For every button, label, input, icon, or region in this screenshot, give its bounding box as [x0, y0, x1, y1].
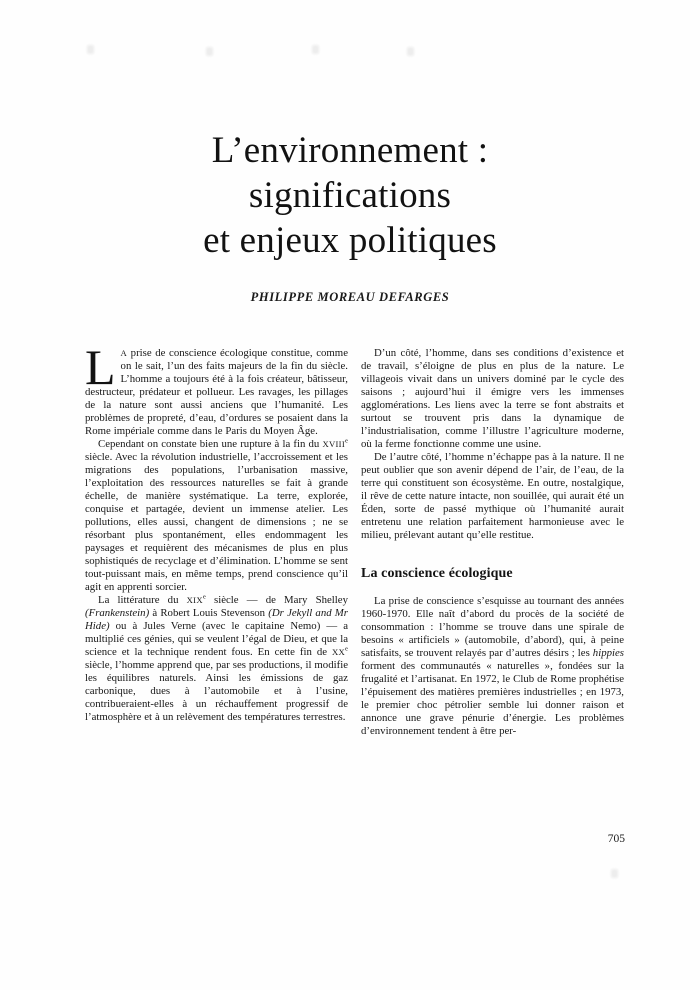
paragraph: D’un côté, l’homme, dans ses conditions d’existence et de travail, s’éloigne de plus en plus de la nature. Le villageois vivait dans un univers dominé par le cycle des saisons ; aujourd’hui il émigre vers les immenses agglomérations. Les liens avec la terre se font abstraits et surtout se trouvent pris dans la dynamique de l’industrialisation, comme l’illustre l’agriculture moderne, où la ferme fonctionne comme une usine.	[361, 347, 624, 450]
author-byline: PHILIPPE MOREAU DEFARGES	[250, 290, 450, 304]
title-block	[0, 128, 700, 305]
paragraph: La prise de conscience s’esquisse au tournant des années 1960-1970. Elle naît d’abord du procès de la société de consommation : l’homme se trouve dans une spirale de besoins « artificiels » (automobile, d’abord), qui, à peine satisfaits, se trouvent relayés par d’autres désirs ; les hippies forment des communautés « naturelles », fondées sur la frugalité et l’artisanat. En 1972, le Club de Rome prophétise l’épuisement des matières premières industrielles ; en 1973, le premier choc pétrolier semble lui donner raison et annonce une grave pénurie d’énergie. Les problèmes d’environnement tendent à être per-	[361, 595, 624, 737]
scan-artifact	[407, 47, 414, 56]
scan-artifact	[611, 869, 618, 878]
left-column	[85, 339, 348, 738]
article-body	[85, 339, 625, 738]
paragraph: La littérature du XIXe siècle — de Mary Shelley (Frankenstein) à Robert Louis Stevenson (Dr Jekyll and Mr Hide) ou à Jules Verne (avec le capitaine Nemo) — a multiplié ces génies, qui se veulent l’égal de Dieu, et que la science et la technique rendent fous. En cette fin de XXe siècle, l’homme apprend que, par ses productions, il modifie les équilibres naturels. Ainsi les émissions de gaz carbonique, dues à l’automobile et à l’usine, contribueraient-elles à un réchauffement progressif de l’atmosphère et à un relèvement des températures terrestres.	[85, 593, 348, 723]
section-heading: La conscience écologique	[361, 566, 513, 581]
title-line: significations	[248, 175, 452, 216]
scan-artifact	[206, 47, 213, 56]
paragraph: Cependant on constate bien une rupture à la fin du XVIIIe siècle. Avec la révolution industrielle, l’accroissement et les migrations des populations, l’urbanisation massive, l’exploitation des ressources naturelles se fait à grande échelle, de manière systématique. La terre, explorée, conquise et partagée, devient un immense atelier. Les pollutions, elles aussi, changent de dimensions ; ne se résorbant plus spontanément, elles endommagent les paysages et requièrent des mécanismes de plus en plus sophistiqués de recyclage et d’élimination. L’homme se sent tout-puissant mais, en même temps, prend conscience qu’il agit en apprenti sorcier.	[85, 437, 348, 593]
page-number: 705	[607, 833, 625, 845]
paragraph-text: A prise de conscience écologique constitue, comme on le sait, l’un des faits majeurs de la fin du siècle. L’homme a toujours été à la fois créateur, bâtisseur, destructeur, prédateur et pollueur. Les ravages, les pillages de la nature sont aussi anciens que l’humanité. Les problèmes de propreté, d’eau, d’ordures se posaient dans la Rome impériale comme dans le Paris du Moyen Âge.	[85, 347, 348, 437]
paragraph: De l’autre côté, l’homme n’échappe pas à la nature. Il ne peut oublier que son avenir dépend de l’air, de l’eau, de la terre qui constituent son écosystème. En outre, nostalgique, il rêve de cette nature intacte, non souillée, qui aurait été un Éden, sorte de passé mythique où l’humanité aurait entretenu une relation parfaitement harmonieuse avec le milieu, prélevant autant qu’elle restitue.	[361, 451, 624, 541]
article-title	[0, 128, 700, 263]
title-line: et enjeux politiques	[203, 220, 497, 261]
dropcap-letter: L	[85, 339, 116, 395]
paragraph-opening	[85, 339, 348, 438]
scan-artifact	[312, 45, 319, 54]
title-line: L’environnement :	[211, 130, 489, 171]
scan-artifact	[87, 45, 94, 54]
right-column	[361, 347, 624, 738]
